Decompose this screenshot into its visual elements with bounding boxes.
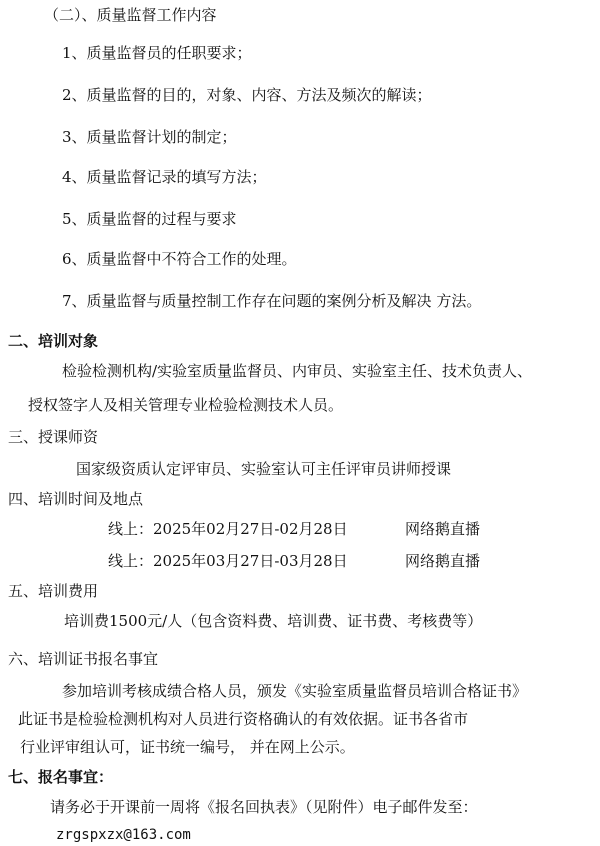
list-item: 7、质量监督与质量控制工作存在问题的案例分析及解决 方法。 <box>62 292 482 310</box>
schedule-date: 线上：2025年03月27日-03月28日 <box>108 552 348 570</box>
list-item: 5、质量监督的过程与要求 <box>62 210 237 228</box>
trainees-line: 授权签字人及相关管理专业检验检测技术人员。 <box>28 396 344 414</box>
list-item: 6、质量监督中不符合工作的处理。 <box>62 250 297 268</box>
section-heading-registration: 七、报名事宜： <box>8 768 114 786</box>
schedule-place: 网络鹅直播 <box>405 520 481 538</box>
subsection-title: （二）、质量监督工作内容 <box>44 6 217 24</box>
section-heading-certificate: 六、培训证书报名事宜 <box>8 650 159 668</box>
list-item: 2、质量监督的目的，对象、内容、方法及频次的解读； <box>62 86 432 104</box>
registration-text: 请务必于开课前一周将《报名回执表》（见附件）电子邮件发至： <box>50 798 478 816</box>
section-heading-instructors: 三、授课师资 <box>8 428 99 446</box>
section-heading-trainees: 二、培训对象 <box>8 332 99 350</box>
fee-text: 培训费1500元/人（包含资料费、培训费、证书费、考核费等） <box>64 612 483 630</box>
list-item: 1、质量监督员的任职要求； <box>62 44 252 62</box>
schedule-place: 网络鹅直播 <box>405 552 481 570</box>
certificate-line: 此证书是检验检测机构对人员进行资格确认的有效依据。证书各省市 <box>18 710 469 728</box>
list-item: 4、质量监督记录的填写方法； <box>62 168 267 186</box>
section-heading-schedule: 四、培训时间及地点 <box>8 490 144 508</box>
list-item: 3、质量监督计划的制定； <box>62 128 237 146</box>
instructors-text: 国家级资质认定评审员、实验室认可主任评审员讲师授课 <box>76 460 452 478</box>
registration-email: zrgspxzx@163.com <box>56 827 191 843</box>
certificate-line: 行业评审组认可，证书统一编号， 并在网上公示。 <box>20 738 355 756</box>
section-heading-fee: 五、培训费用 <box>8 582 99 600</box>
schedule-date: 线上：2025年02月27日-02月28日 <box>108 520 348 538</box>
certificate-line: 参加培训考核成绩合格人员，颁发《实验室质量监督员培训合格证书》 <box>62 682 528 700</box>
trainees-line: 检验检测机构/实验室质量监督员、内审员、实验室主任、技术负责人、 <box>62 362 533 380</box>
